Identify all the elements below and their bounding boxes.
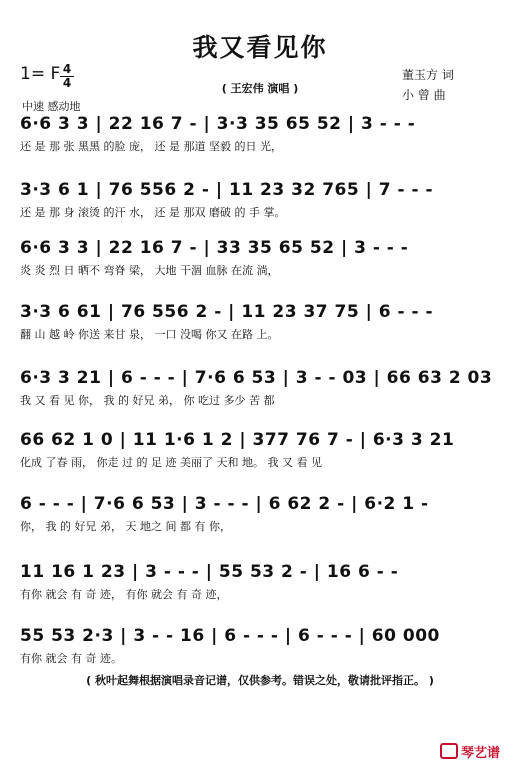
- notation-line: 6·6 3 3 | 22 16 7 - | 33 35 65 52 | 3 - - -: [20, 238, 409, 258]
- logo-icon: [440, 743, 458, 759]
- notation-line: 3·3 6 1 | 76 556 2 - | 11 23 32 765 | 7 - - -: [20, 180, 433, 200]
- lyric-line: 有你 就会 有 奇 迹。: [20, 652, 122, 665]
- lyric-line: 化成 了春 雨， 你走 过 的 足 迹 美丽了 天和 地。 我 又 看 见: [20, 456, 322, 469]
- lyric-line: 有你 就会 有 奇 迹， 有你 就会 有 奇 迹，: [20, 588, 228, 601]
- lyric-line: 我 又 看 见 你， 我 的 好兄 弟， 你 吃过 多少 苦 都: [20, 394, 275, 407]
- singer-credit: ( 王宏伟 演唱 ): [221, 82, 299, 95]
- notation-line: 55 53 2·3 | 3 - - 16 | 6 - - - | 6 - - - | 60 000: [20, 626, 440, 646]
- lyric-line: 翻 山 越 岭 你送 来甘 泉， 一口 没喝 你又 在路 上。: [20, 328, 279, 341]
- lyric-line: 还 是 那 张 黑黑 的脸 庞， 还 是 那道 坚毅 的日 光，: [20, 140, 282, 153]
- song-title: 我又看见你: [192, 33, 328, 62]
- composer-credit: 小 曾 曲: [402, 88, 446, 102]
- site-logo: [440, 742, 500, 761]
- key-signature: 1= F: [20, 64, 61, 84]
- lyric-line: 你， 我 的 好兄 弟， 天 地之 间 都 有 你，: [20, 520, 231, 533]
- time-signature: [60, 64, 74, 89]
- transcriber-note: ( 秋叶起舞根据演唱录音记谱，仅供参考。错误之处，敬请批评指正。 ): [86, 674, 434, 687]
- notation-line: 6·3 3 21 | 6 - - - | 7·6 6 53 | 3 - - 03 | 66 63 2 03: [20, 368, 493, 388]
- time-signature-bottom: 4: [62, 76, 72, 90]
- tempo-marking: 中速 感动地: [22, 100, 81, 113]
- notation-line: 66 62 1 0 | 11 1·6 1 2 | 377 76 7 - | 6·3 3 21: [20, 430, 455, 450]
- lyric-line: 炎 炎 烈 日 晒不 弯脊 梁， 大地 干涸 血脉 在流 淌，: [20, 264, 279, 277]
- time-signature-top: 4: [62, 62, 72, 76]
- lyric-line: 还 是 那 身 滚烫 的汗 水， 还 是 那双 磨破 的 手 掌。: [20, 206, 286, 219]
- notation-line: 11 16 1 23 | 3 - - - | 55 53 2 - | 16 6 - -: [20, 562, 399, 582]
- notation-line: 6 - - - | 7·6 6 53 | 3 - - - | 6 62 2 - | 6·2 1 -: [20, 494, 429, 514]
- notation-line: 6·6 3 3 | 22 16 7 - | 3·3 35 65 52 | 3 - - -: [20, 114, 416, 134]
- lyricist-credit: 董玉方 词: [402, 68, 454, 82]
- notation-line: 3·3 6 61 | 76 556 2 - | 11 23 37 75 | 6 - - -: [20, 302, 433, 322]
- logo-text: 琴艺谱: [461, 746, 501, 761]
